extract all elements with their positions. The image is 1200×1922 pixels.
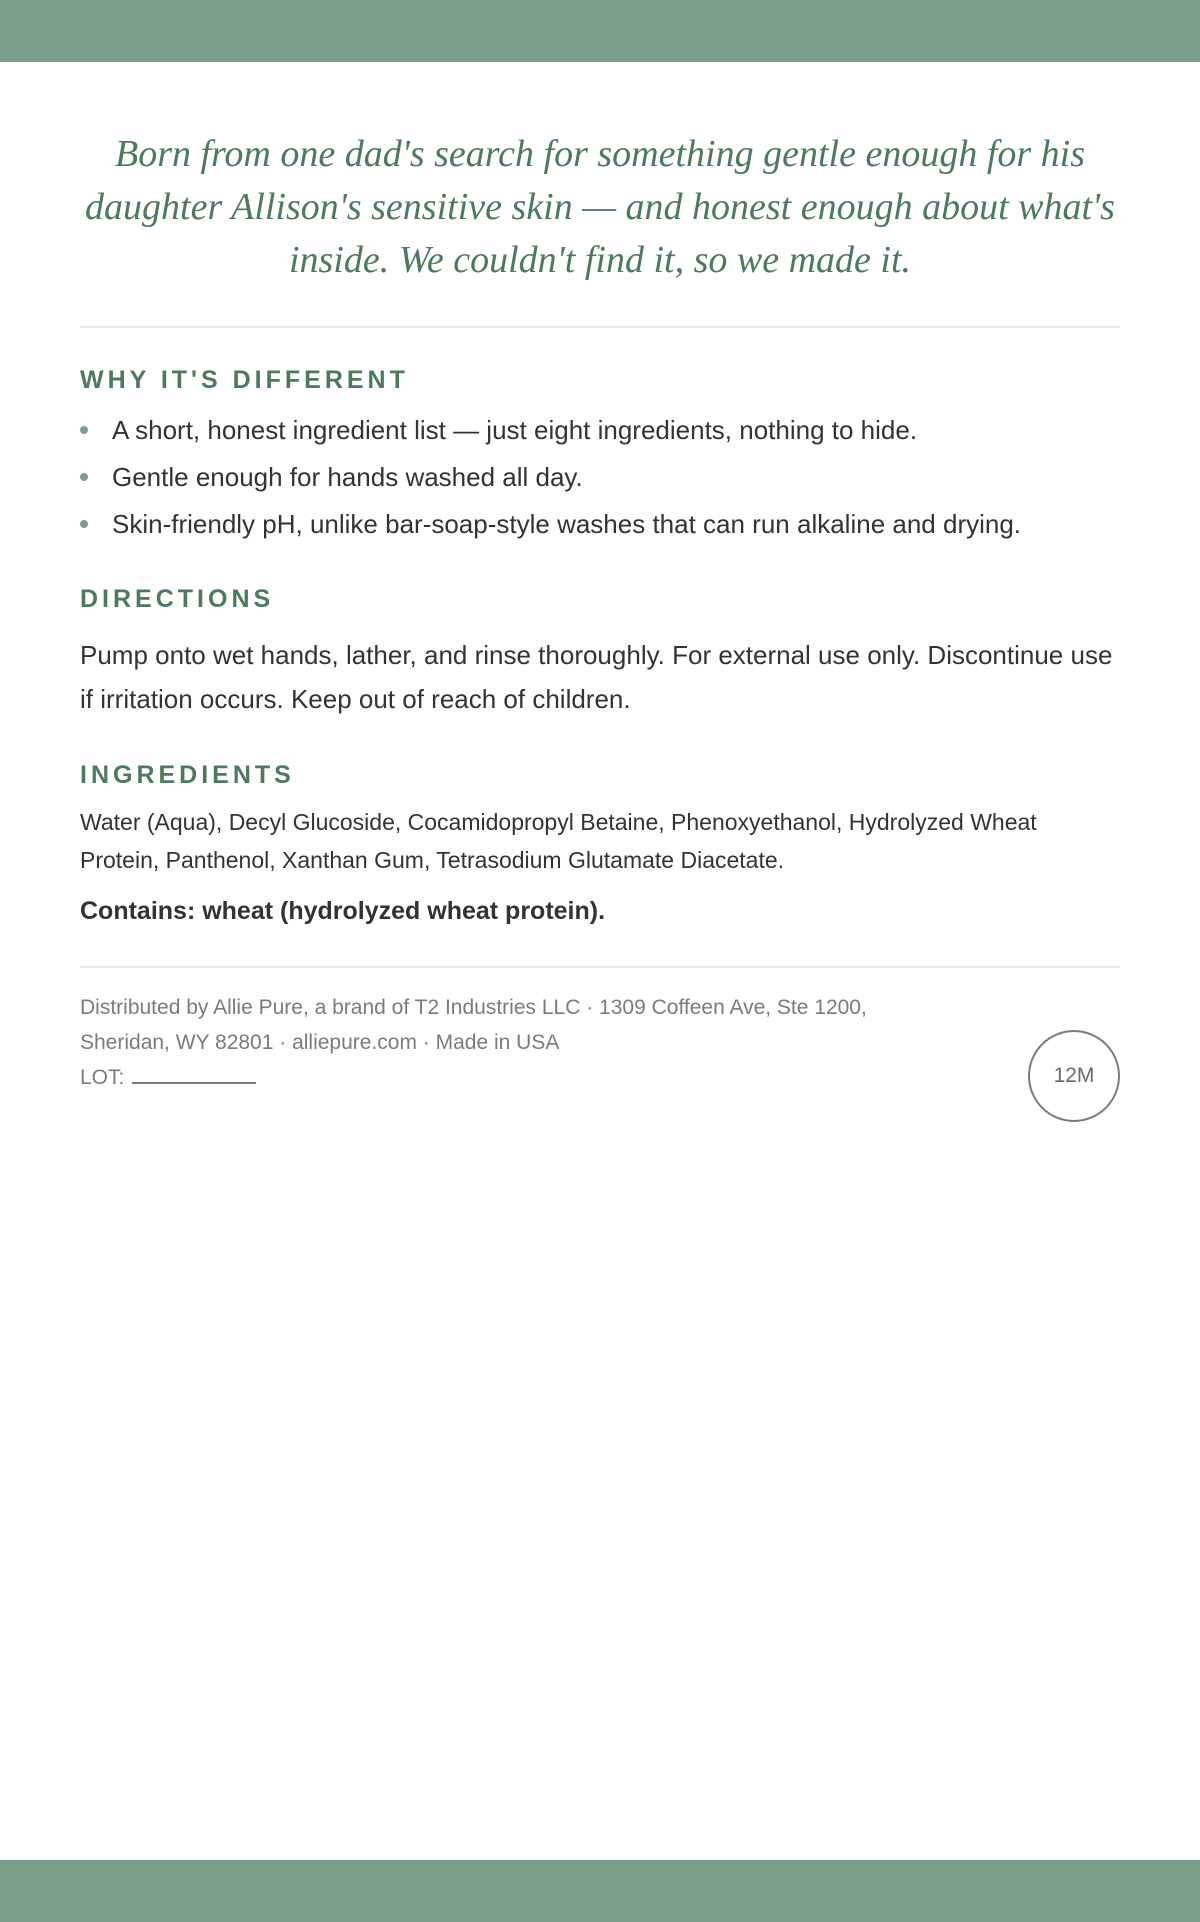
list-item-text: Gentle enough for hands washed all day. [112, 462, 583, 492]
ingredients-list: Water (Aqua), Decyl Glucoside, Cocamidopropyl Betaine, Phenoxyethanol, Hydrolyzed Wheat Protein, Panthenol, Xanthan Gum, Tetrasodium Glutamate Diacetate. [80, 809, 1037, 873]
directions-text: Pump onto wet hands, lather, and rinse thoroughly. For external use only. Discontinue use if irritation occurs. Keep out of reach of children. [80, 640, 1113, 714]
bottom-color-band [0, 1860, 1200, 1922]
why-different-heading: WHY IT'S DIFFERENT [80, 366, 409, 394]
allergen-statement: Contains: wheat (hydrolyzed wheat protein). [80, 897, 606, 925]
lot-blank-line [132, 1064, 256, 1084]
bullet-icon [80, 473, 88, 481]
label-content [80, 62, 1120, 1110]
lot-field [80, 1060, 960, 1095]
divider [80, 966, 1120, 968]
bullet-icon [80, 520, 88, 528]
why-different-list [80, 407, 1120, 548]
list-item [80, 454, 1120, 501]
list-item [80, 501, 1120, 548]
directions-heading: DIRECTIONS [80, 585, 275, 613]
bullet-icon [80, 426, 88, 434]
distributor-line: Sheridan, WY 82801 · alliepure.com · Made in USA [80, 1031, 560, 1054]
lot-label: LOT: [80, 1066, 125, 1089]
list-item [80, 407, 1120, 454]
distributor-line: Distributed by Allie Pure, a brand of T2 Industries LLC · 1309 Coffeen Ave, Ste 1200, [80, 996, 867, 1019]
period-after-opening-badge [1028, 1030, 1120, 1122]
brand-story-tagline: Born from one dad's search for something gentle enough for his daughter Allison's sensitive skin — and honest enough about what's inside. We couldn't find it, so we made it. [85, 133, 1115, 281]
pao-label: 12M [1053, 1064, 1095, 1087]
divider [80, 326, 1120, 328]
distributor-info [80, 990, 960, 1095]
list-item-text: Skin-friendly pH, unlike bar-soap-style washes that can run alkaline and drying. [112, 509, 1022, 539]
footer [80, 990, 1120, 1110]
top-color-band [0, 0, 1200, 62]
list-item-text: A short, honest ingredient list — just eight ingredients, nothing to hide. [112, 415, 918, 445]
ingredients-heading: INGREDIENTS [80, 761, 295, 789]
